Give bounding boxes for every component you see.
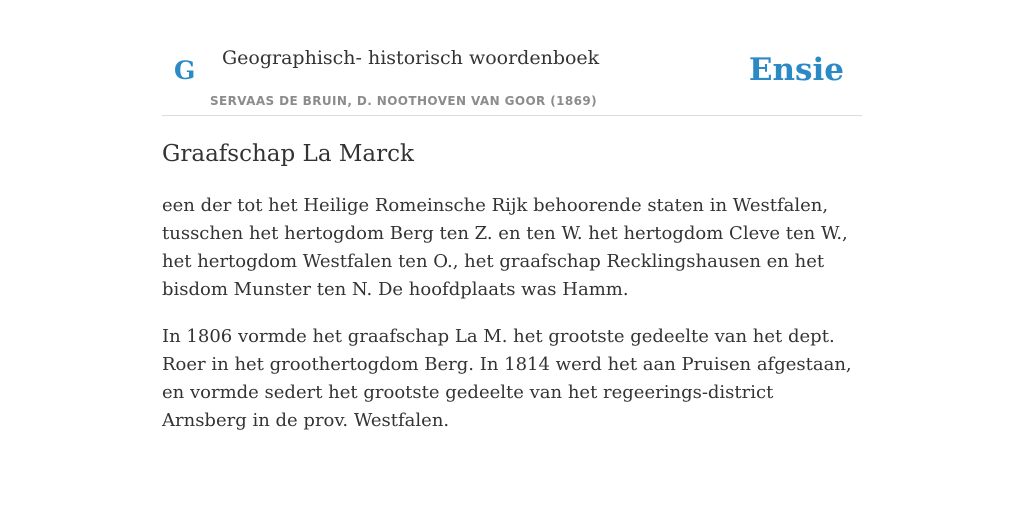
- entry-body: [162, 192, 862, 454]
- book-title-link[interactable]: Geographisch- historisch woordenboek: [222, 47, 600, 69]
- entry-paragraph: een der tot het Heilige Romeinsche Rijk behoorende staten in Westfalen, tusschen het hertogdom Berg ten Z. en ten W. het hertogdom Cleve ten W., het hertogdom Westfalen ten O., het graafschap Recklingshausen en het bisdom Munster ten N. De hoofdplaats was Hamm.: [162, 195, 848, 300]
- book-authors: SERVAAS DE BRUIN, D. NOOTHOVEN VAN GOOR (1869): [210, 94, 598, 108]
- book-logo[interactable]: G: [174, 56, 196, 85]
- brand-logo[interactable]: Ensie: [748, 52, 844, 88]
- entry-title: Graafschap La Marck: [162, 141, 414, 167]
- entry-paragraph: In 1806 vormde het graafschap La M. het grootste gedeelte van het dept. Roer in het groothertogdom Berg. In 1814 werd het aan Pruisen afgestaan, en vormde sedert het grootste gedeelte van het regeerings-district Arnsberg in de prov. Westfalen.: [162, 326, 852, 431]
- page-header: [162, 40, 862, 116]
